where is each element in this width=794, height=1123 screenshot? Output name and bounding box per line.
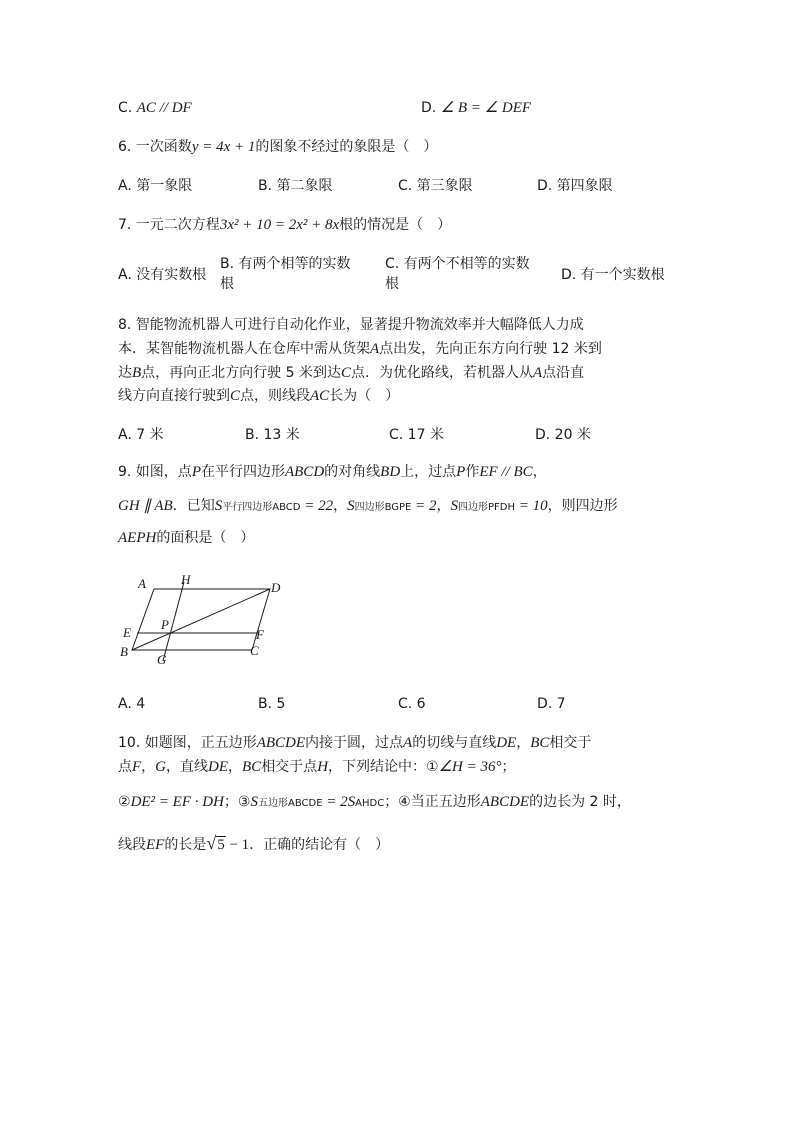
label-h: H bbox=[181, 572, 191, 587]
question-9-line-2: GH ∥ AB．已知S平行四边形ABCD = 22，S四边形BGPE = 2，S四边形PFDH = 10，则四边形 bbox=[118, 498, 618, 514]
q5-option-d bbox=[421, 98, 531, 118]
question-8-line-4: 线方向直接行驶到C点，则线段AC长为（ ） bbox=[118, 388, 400, 404]
q7-option-b: B. 有两个相等的实数 根 bbox=[220, 256, 351, 292]
sqrt-expression: √5 − 1 bbox=[206, 833, 250, 853]
q8-option-a: A. 7 米 bbox=[118, 427, 164, 443]
q8-option-c: C. 17 米 bbox=[389, 427, 444, 443]
label-f: F bbox=[256, 627, 264, 642]
diagonal-bd bbox=[132, 589, 270, 650]
label-e: E bbox=[123, 625, 131, 640]
q7-option-a: A. 没有实数根 bbox=[118, 267, 207, 283]
label-p: P bbox=[161, 617, 169, 632]
question-7-stem: 7. 一元二次方程3x² + 10 = 2x² + 8x根的情况是（ ） bbox=[118, 217, 452, 233]
q5-option-c bbox=[118, 98, 192, 118]
q8-option-d: D. 20 米 bbox=[535, 427, 591, 443]
question-10-line-4: 线段EF的长是√5 − 1．正确的结论有（ ） bbox=[118, 833, 390, 853]
math-expression: ∠ B = ∠ DEF bbox=[440, 100, 532, 116]
label-g: G bbox=[157, 652, 167, 667]
label-b: B bbox=[120, 644, 128, 659]
q6-option-c: C. 第三象限 bbox=[398, 178, 473, 194]
q7-option-d: D. 有一个实数根 bbox=[561, 267, 665, 283]
label-d: D bbox=[271, 580, 281, 595]
question-8-line-2: 本．某智能物流机器人在仓库中需从货架A点出发，先向正东方向行驶 12 米到 bbox=[118, 341, 602, 357]
q7-option-c: C. 有两个不相等的实数 根 bbox=[385, 256, 530, 292]
parallelogram-figure bbox=[110, 572, 290, 672]
equation: 3x² + 10 = 2x² + 8x bbox=[219, 217, 340, 233]
q8-option-b: B. 13 米 bbox=[245, 427, 300, 443]
option-label: C. bbox=[118, 100, 133, 116]
q9-option-b: B. 5 bbox=[258, 696, 286, 712]
question-9-line-3: AEPH的面积是（ ） bbox=[118, 530, 255, 546]
question-10-line-3: ②DE² = EF · DH；③S五边形ABCDE = 2SAHDC；④当正五边形ABCDE的边长为 2 时， bbox=[118, 794, 631, 810]
label-c: C bbox=[250, 643, 259, 658]
question-8-line-3: 达B点，再向正北方向行驶 5 米到达C点．为优化路线，若机器人从A点沿直 bbox=[118, 365, 585, 381]
question-10-line-1: 10. 如题图，正五边形ABCDE内接于圆，过点A的切线与直线DE，BC相交于 bbox=[118, 735, 592, 751]
question-8-line-1: 8. 智能物流机器人可进行自动化作业，显著提升物流效率并大幅降低人力成 bbox=[118, 317, 584, 333]
question-9-line-1: 9. 如图，点P在平行四边形ABCD的对角线BD上，过点P作EF // BC， bbox=[118, 464, 547, 480]
function-expression: y = 4x + 1 bbox=[191, 139, 256, 155]
q9-option-a: A. 4 bbox=[118, 696, 146, 712]
q6-option-b: B. 第二象限 bbox=[258, 178, 333, 194]
question-6-stem: 6. 一次函数y = 4x + 1的图象不经过的象限是（ ） bbox=[118, 139, 438, 155]
q6-option-a: A. 第一象限 bbox=[118, 178, 193, 194]
q6-option-d: D. 第四象限 bbox=[537, 178, 613, 194]
q9-option-d: D. 7 bbox=[537, 696, 566, 712]
math-expression: AC // DF bbox=[136, 100, 192, 116]
question-10-line-2: 点F，G，直线DE，BC相交于点H，下列结论中：①∠H = 36°； bbox=[118, 759, 516, 775]
option-label: D. bbox=[421, 100, 437, 116]
label-a: A bbox=[138, 576, 146, 591]
q9-option-c: C. 6 bbox=[398, 696, 426, 712]
